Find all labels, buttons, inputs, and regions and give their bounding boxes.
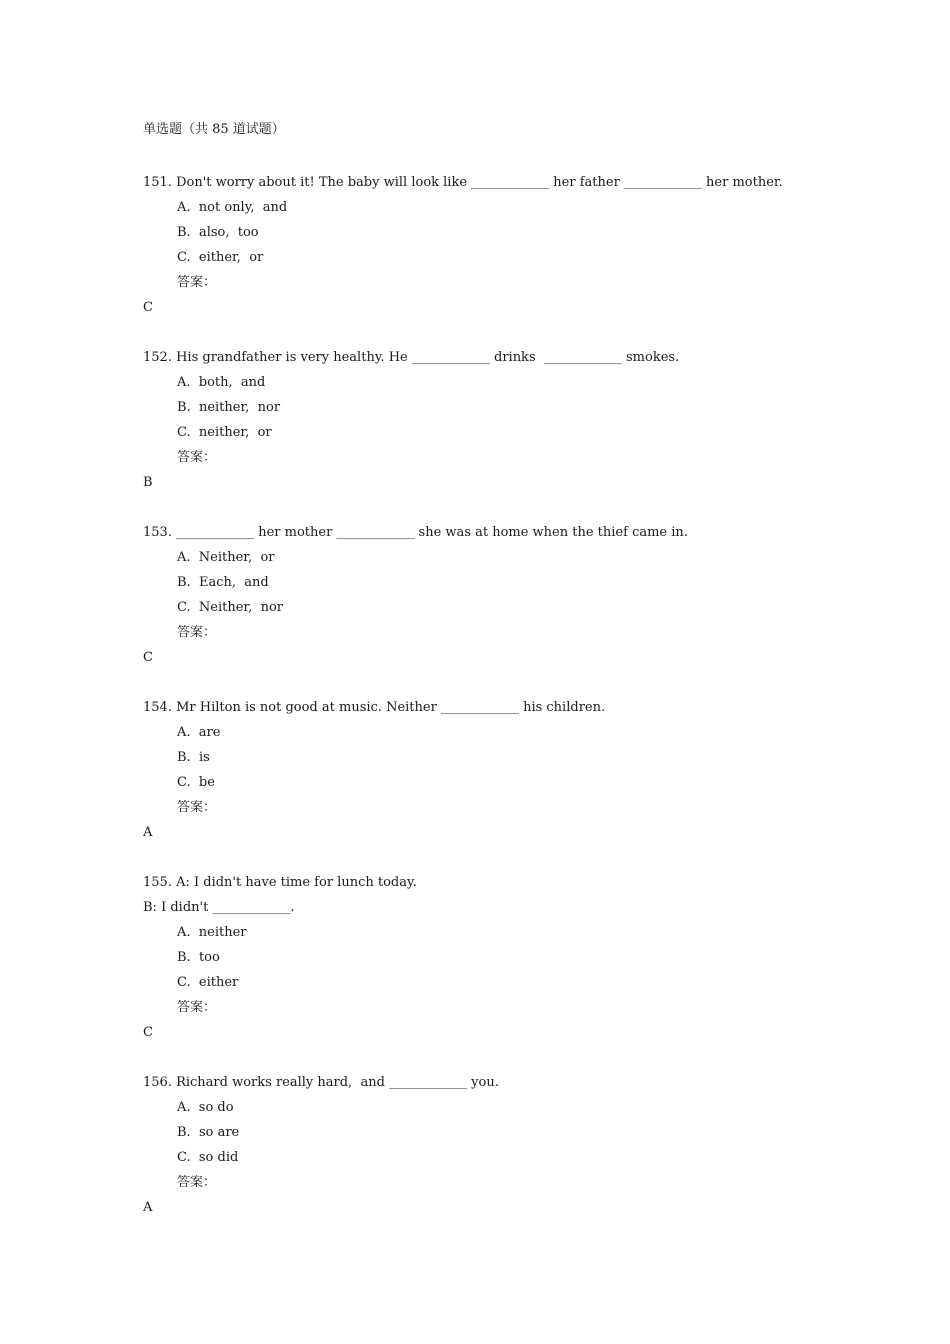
answer-value: C: [143, 1025, 153, 1040]
answer-option: C. either: [177, 975, 239, 990]
question-block: [143, 170, 843, 320]
question-list: [143, 170, 843, 1245]
question-stem: 153. ____________ her mother ____________ she was at home when the thief came in.: [143, 525, 688, 540]
question-stem: 156. Richard works really hard, and ____________ you.: [143, 1075, 499, 1090]
answer-option: A. both, and: [177, 375, 266, 390]
answer-value: A: [143, 825, 153, 840]
question-stem: 151. Don't worry about it! The baby will look like ____________ her father ____________ her mother.: [143, 175, 783, 190]
answer-value: C: [143, 300, 153, 315]
answer-value: C: [143, 650, 153, 665]
answer-label: 答案：: [177, 1175, 217, 1190]
answer-option: A. not only, and: [177, 200, 288, 215]
answer-option: B. neither, nor: [177, 400, 281, 415]
answer-value: A: [143, 1200, 153, 1215]
answer-option: A. Neither, or: [177, 550, 275, 565]
answer-option: C. Neither, nor: [177, 600, 283, 615]
answer-label: 答案：: [177, 450, 217, 465]
answer-option: B. is: [177, 750, 210, 765]
answer-option: B. Each, and: [177, 575, 269, 590]
answer-option: B. too: [177, 950, 220, 965]
question-stem: B: I didn't ____________.: [143, 900, 295, 915]
answer-label: 答案：: [177, 1000, 217, 1015]
question-block: [143, 1070, 843, 1220]
question-block: [143, 870, 843, 1045]
question-stem: 152. His grandfather is very healthy. He ____________ drinks ____________ smokes.: [143, 350, 680, 365]
question-block: [143, 695, 843, 845]
answer-option: C. so did: [177, 1150, 239, 1165]
answer-option: A. are: [177, 725, 221, 740]
answer-option: C. either, or: [177, 250, 264, 265]
question-block: [143, 520, 843, 670]
answer-option: B. also, too: [177, 225, 259, 240]
answer-label: 答案：: [177, 625, 217, 640]
answer-option: A. neither: [177, 925, 247, 940]
answer-label: 答案：: [177, 800, 217, 815]
question-stem: 155. A: I didn't have time for lunch today.: [143, 875, 417, 890]
question-stem: 154. Mr Hilton is not good at music. Neither ____________ his children.: [143, 700, 606, 715]
answer-option: A. so do: [177, 1100, 234, 1115]
answer-label: 答案：: [177, 275, 217, 290]
answer-option: C. neither, or: [177, 425, 272, 440]
section-header: 单选题（共 85 道试题）: [143, 122, 285, 137]
question-block: [143, 345, 843, 495]
answer-value: B: [143, 475, 153, 490]
answer-option: B. so are: [177, 1125, 240, 1140]
answer-option: C. be: [177, 775, 215, 790]
